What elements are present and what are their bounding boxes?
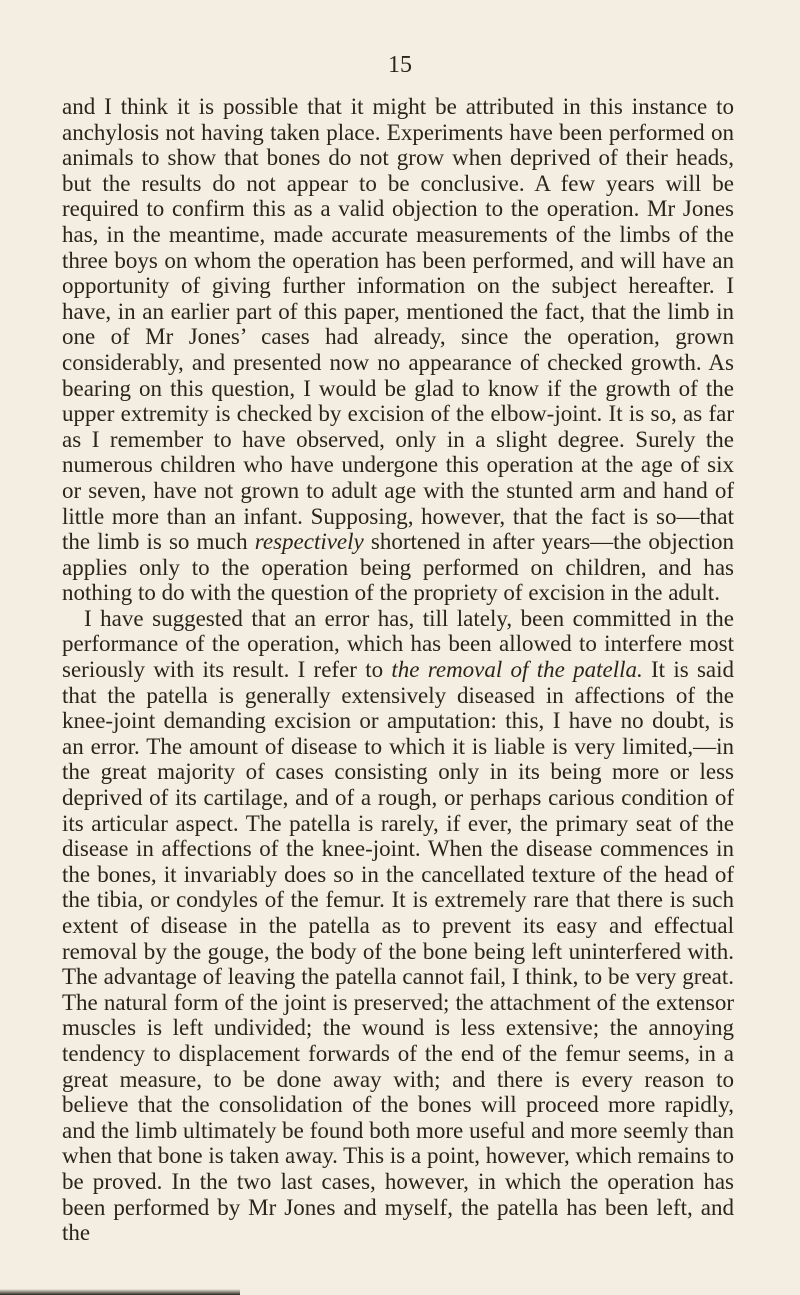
paragraph: [62, 606, 734, 1246]
italic-text: respectively: [254, 529, 364, 555]
paragraph: [62, 94, 734, 606]
paragraph-text: shortened in after years—the objection applies only to the operation being performed on children, and has nothing to do with the question of the propriety of excision in the adult.: [62, 529, 734, 606]
paragraph-text: It is said that the patella is generally extensively diseased in affections of the knee-joint demanding excision or amputation: this, I have no doubt, is an error. The amount of disease to which it is liable is very limited,—in the great majority of cases consisting only in its being more or less deprived of its cartilage, and of a rough, or perhaps carious condition of its articular aspect. The patella is rarely, if ever, the primary seat of the disease in affections of the knee-joint. When the disease commences in the bones, it invariably does so in the cancellated texture of the head of the tibia, or condyles of the femur. It is extremely rare that there is such extent of disease in the patella as to prevent its easy and effectual removal by the gouge, the body of the bone being left uninterfered with. The advantage of leaving the patella cannot fail, I think, to be very great. The natural form of the joint is preserved; the attachment of the extensor muscles is left undivided; the wound is less extensive; the annoying tendency to displacement forwards of the end of the femur seems, in a great measure, to be done away with; and there is every reason to believe that the consolidation of the bones will proceed more rapidly, and the limb ultimately be found both more useful and more seemly than when that bone is taken away. This is a point, however, which remains to be proved. In the two last cases, however, in which the operation has been performed by Mr Jones and myself, the patella has been left, and the: [62, 657, 734, 1246]
paragraph-text: and I think it is possible that it might be attributed in this instance to anchylosis not having taken place. Experiments have been performed on animals to show that bones do not grow when deprived of their heads, but the results do not appear to be conclusive. A few years will be required to confirm this as a valid objection to the operation. Mr Jones has, in the meantime, made accurate measurements of the limbs of the three boys on whom the operation has been performed, and will have an opportunity of giving further information on the subject hereafter. I have, in an earlier part of this paper, mentioned the fact, that the limb in one of Mr Jones’ cases had already, since the operation, grown considerably, and presented now no appearance of checked growth. As bearing on this question, I would be glad to know if the growth of the upper extremity is checked by excision of the elbow-joint. It is so, as far as I remember to have observed, only in a slight degree. Surely the numerous children who have undergone this operation at the age of six or seven, have not grown to adult age with the stunted arm and hand of little more than an infant. Supposing, however, that the fact is so—that the limb is so much: [62, 94, 734, 555]
page-edge-shadow: [0, 1289, 240, 1295]
page-number: 15: [388, 52, 412, 78]
italic-text: the removal of the patella.: [391, 657, 643, 683]
body-text: [62, 94, 734, 1246]
paragraph-text: I have suggested that an error has, till lately, been committed in the performance of the operation, which has been allowed to interfere most seriously with its result. I refer to: [62, 605, 734, 683]
